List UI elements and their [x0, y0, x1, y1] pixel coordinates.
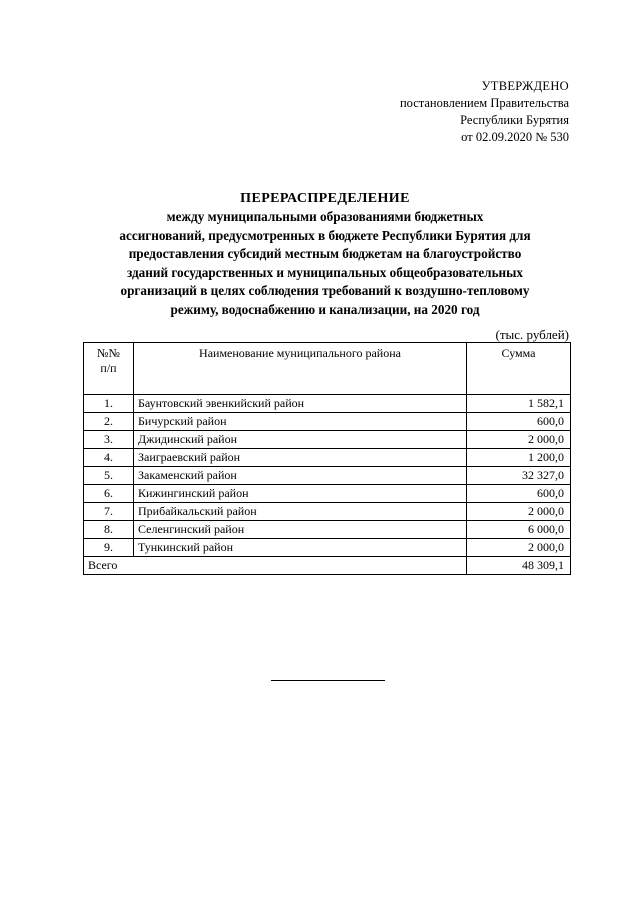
row-number: 7. — [84, 503, 134, 521]
units-label: (тыс. рублей) — [495, 327, 569, 342]
distribution-table — [83, 342, 571, 575]
row-number: 9. — [84, 539, 134, 557]
row-sum: 2 000,0 — [467, 539, 571, 557]
row-sum: 32 327,0 — [467, 467, 571, 485]
row-sum: 1 582,1 — [467, 395, 571, 413]
total-label: Всего — [84, 557, 467, 575]
title-line: организаций в целях соблюдения требований к воздушно-тепловому — [120, 283, 530, 298]
row-number: 4. — [84, 449, 134, 467]
row-sum: 1 200,0 — [467, 449, 571, 467]
table-row — [84, 431, 571, 449]
table-row — [84, 503, 571, 521]
table-row — [84, 521, 571, 539]
header-district-name: Наименование муниципального района — [134, 343, 467, 395]
row-number: 8. — [84, 521, 134, 539]
table-row — [84, 467, 571, 485]
title-line: ассигнований, предусмотренных в бюджете Республики Бурятия для — [119, 227, 531, 243]
row-district-name: Прибайкальский район — [134, 503, 467, 521]
table-row — [84, 449, 571, 467]
approval-heading: УТВЕРЖДЕНО — [481, 79, 569, 93]
closing-divider-line — [271, 680, 385, 681]
row-district-name: Заиграевский район — [134, 449, 467, 467]
row-sum: 2 000,0 — [467, 431, 571, 449]
row-district-name: Тункинский район — [134, 539, 467, 557]
row-district-name: Кижингинский район — [134, 485, 467, 503]
title-main: ПЕРЕРАСПРЕДЕЛЕНИЕ — [240, 191, 410, 206]
table-row — [84, 539, 571, 557]
row-sum: 600,0 — [467, 413, 571, 431]
row-sum: 6 000,0 — [467, 521, 571, 539]
table-row — [84, 485, 571, 503]
table-header-row — [84, 343, 571, 395]
row-district-name: Закаменский район — [134, 467, 467, 485]
approval-stamp — [400, 78, 569, 146]
row-number: 2. — [84, 413, 134, 431]
row-district-name: Селенгинский район — [134, 521, 467, 539]
row-number: 5. — [84, 467, 134, 485]
header-number-line2: п/п — [100, 361, 117, 375]
approval-decree-line: постановлением Правительства — [399, 96, 569, 110]
row-number: 3. — [84, 431, 134, 449]
total-sum: 48 309,1 — [467, 557, 571, 575]
row-number: 1. — [84, 395, 134, 413]
approval-republic-line: Республики Бурятия — [460, 113, 569, 127]
document-title — [70, 190, 580, 319]
table-row — [84, 395, 571, 413]
title-line: предоставления субсидий местным бюджетам на благоустройство — [128, 246, 522, 261]
title-line: зданий государственных и муниципальных общеобразовательных — [126, 264, 524, 280]
table-total-row — [84, 557, 571, 575]
approval-date-number: от 02.09.2020 № 530 — [461, 130, 569, 144]
row-number: 6. — [84, 485, 134, 503]
title-line: режиму, водоснабжению и канализации, на 2020 год — [170, 301, 480, 317]
row-sum: 600,0 — [467, 485, 571, 503]
row-district-name: Джидинский район — [134, 431, 467, 449]
row-sum: 2 000,0 — [467, 503, 571, 521]
table-row — [84, 413, 571, 431]
header-number-line1: №№ — [97, 346, 120, 360]
header-sum: Сумма — [467, 343, 571, 395]
header-number — [84, 343, 134, 395]
row-district-name: Баунтовский эвенкийский район — [134, 395, 467, 413]
row-district-name: Бичурский район — [134, 413, 467, 431]
title-line: между муниципальными образованиями бюджетных — [166, 209, 484, 224]
